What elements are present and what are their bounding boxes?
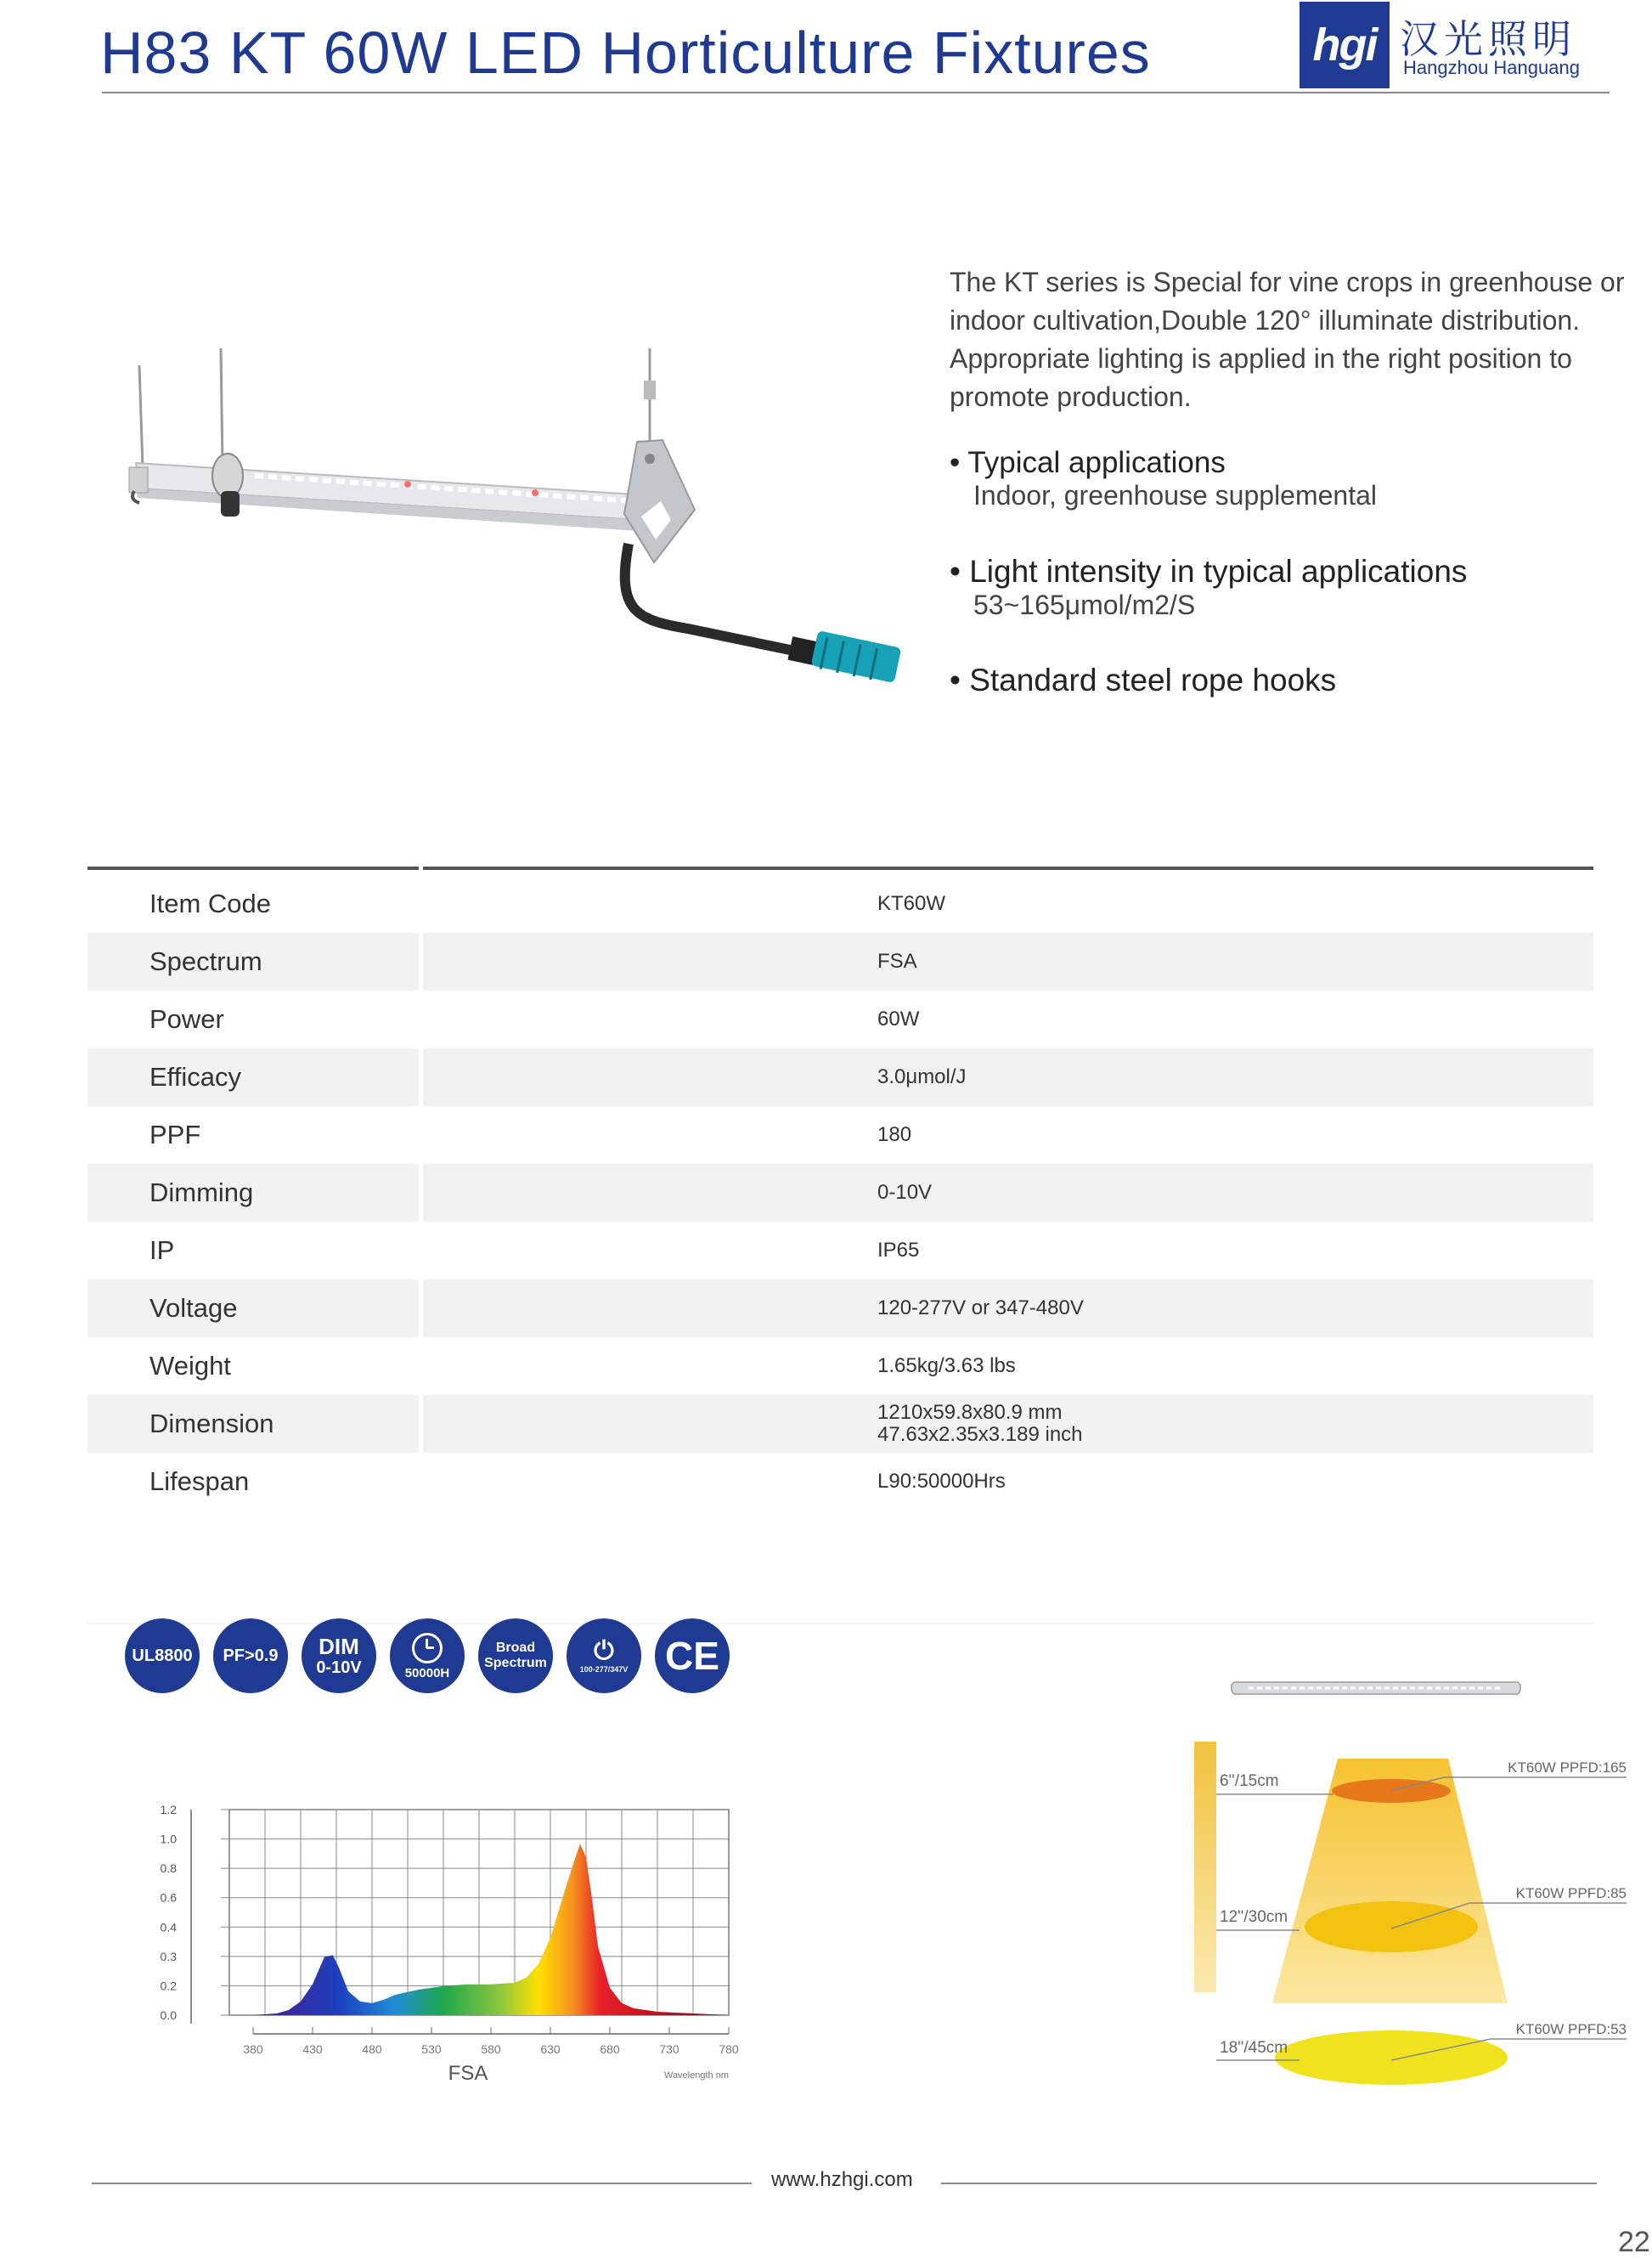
row-value-bg: [423, 933, 1593, 991]
header-rule: [102, 92, 1610, 93]
x-tick-label: 380: [243, 2042, 263, 2056]
badge-strip: [87, 1623, 1593, 1624]
spec-label: Dimension: [149, 1409, 274, 1438]
footer-website: www.hzhgi.com: [771, 2168, 913, 2191]
bullet-detail: 53~165μmol/m2/S: [973, 590, 1196, 620]
bullet-detail: Indoor, greenhouse supplemental: [973, 480, 1378, 511]
row-label-bg: [87, 1279, 419, 1337]
bullet-title: Typical applications: [967, 446, 1226, 479]
row-value-bg: [423, 1048, 1593, 1106]
x-tick-label: 730: [659, 2042, 679, 2056]
ppfd-label: KT60W PPFD:85: [1515, 1885, 1627, 1901]
x-tick-label: 480: [362, 2042, 382, 2056]
product-description: The KT series is Special for vine crops in greenhouse or indoor cultivation,Double 120° illuminate distribution. Appropriate lighting is applied in the right position to promote production.: [950, 267, 1625, 412]
dim-badge: [302, 1618, 376, 1693]
footer-rule-left: [92, 2183, 752, 2184]
x-tick-label: 680: [600, 2042, 620, 2056]
ppfd-label: KT60W PPFD:53: [1515, 2021, 1627, 2037]
badge-text: Broad: [495, 1641, 536, 1655]
footer-rule-right: [941, 2183, 1597, 2184]
table-row: [87, 1453, 1593, 1511]
spec-value: [877, 1279, 1084, 1337]
spec-value-text: 1.65kg/3.63 lbs: [877, 1354, 1016, 1377]
x-tick-label: 530: [421, 2042, 442, 2056]
spec-value-text: IP65: [877, 1239, 920, 1262]
lifespan-badge: [390, 1618, 465, 1693]
table-row: [87, 1164, 1593, 1222]
spec-label: Item Code: [149, 889, 272, 918]
spec-label: Lifespan: [149, 1466, 250, 1496]
spec-value: [877, 1395, 1083, 1453]
table-row: [87, 1048, 1593, 1106]
row-value-bg: [423, 1222, 1593, 1279]
y-tick-label: 0.0: [160, 2008, 177, 2022]
badge-text: 100-277/347V: [579, 1664, 629, 1674]
badge-text: DIM: [319, 1634, 359, 1659]
spec-value: [877, 933, 917, 991]
row-value-bg: [423, 1106, 1593, 1164]
y-tick-label: 0.2: [160, 1979, 177, 1993]
ppfd-label: KT60W PPFD:165: [1508, 1759, 1627, 1776]
row-value-bg: [423, 991, 1593, 1048]
distance-label: 12''/30cm: [1220, 1908, 1288, 1926]
spec-value: [877, 1453, 1006, 1511]
x-tick-label: 780: [719, 2042, 739, 2056]
table-row: [87, 1279, 1593, 1337]
row-label-bg: [87, 991, 419, 1048]
chart-xlabel: Wavelength nm: [663, 2070, 729, 2081]
bullet-typical-applications: [950, 446, 1377, 511]
spec-value: [877, 1048, 967, 1106]
page-title: H83 KT 60W LED Horticulture Fixtures: [100, 20, 1151, 86]
badge-text: 50000H: [404, 1665, 450, 1680]
y-tick-label: 0.8: [160, 1861, 177, 1876]
bullet-dot: •: [950, 446, 968, 479]
product-image: [127, 340, 917, 714]
spec-value-text: 3.0μmol/J: [877, 1065, 967, 1088]
badge-text: Spectrum: [484, 1656, 547, 1670]
ppfd-distribution-diagram: [1164, 1631, 1639, 2090]
spectrum-chart: [127, 1784, 756, 2107]
spec-label: Weight: [149, 1351, 231, 1381]
spec-label: Power: [149, 1004, 224, 1034]
y-tick-label: 1.2: [160, 1803, 177, 1816]
y-tick-label: 1.0: [160, 1832, 177, 1846]
spec-label: PPF: [149, 1120, 201, 1149]
spec-value: [877, 875, 945, 933]
company-logo: hgi: [1300, 2, 1390, 88]
spec-label: Dimming: [149, 1178, 254, 1207]
spec-value-text: L90:50000Hrs: [877, 1470, 1006, 1493]
table-top-rule: [87, 867, 419, 870]
distance-label: 6''/15cm: [1220, 1772, 1279, 1790]
spec-value: [877, 1222, 919, 1279]
voltage-badge: [567, 1618, 641, 1693]
spec-label: Spectrum: [149, 946, 262, 976]
ce-badge: [655, 1618, 730, 1693]
spec-value-text: 120-277V or 347-480V: [877, 1296, 1084, 1319]
spec-label: IP: [149, 1235, 175, 1265]
y-tick-label: 0.3: [160, 1949, 177, 1963]
x-tick-label: 430: [302, 2042, 323, 2056]
spec-value-text: 60W: [877, 1008, 920, 1031]
badge-text: 0-10V: [316, 1658, 362, 1677]
spec-value-text: 1210x59.8x80.9 mm: [877, 1401, 1063, 1424]
row-label-bg: [87, 1222, 419, 1279]
row-label-bg: [87, 1106, 419, 1164]
badge-text: CE: [665, 1634, 719, 1678]
spec-value: [877, 991, 919, 1048]
logo-chinese-name: 汉光照明: [1400, 17, 1576, 61]
spec-value-text: 47.63x2.35x3.189 inch: [877, 1423, 1083, 1446]
chart-title: FSA: [448, 2062, 488, 2085]
badge-text: UL8800: [132, 1646, 193, 1665]
page-number: 22: [1618, 2226, 1650, 2258]
bullet-light-intensity: [950, 554, 1467, 621]
spec-value: [877, 1164, 932, 1222]
table-row: [87, 1222, 1593, 1279]
table-row: [87, 1395, 1593, 1453]
row-value-bg: [423, 1453, 1593, 1511]
bullet-title: Light intensity in typical applications: [969, 554, 1468, 589]
bullet-dot: •: [950, 663, 970, 697]
bullet-dot: •: [950, 554, 970, 589]
row-label-bg: [87, 1337, 419, 1395]
table-row: [87, 933, 1593, 991]
spec-value: [877, 1106, 911, 1164]
row-label-bg: [87, 1048, 419, 1106]
row-value-bg: [423, 1164, 1593, 1222]
table-row: [87, 1337, 1593, 1395]
ul8800-badge: [125, 1618, 200, 1693]
y-tick-label: 0.6: [160, 1890, 177, 1905]
y-tick-label: 0.4: [160, 1920, 177, 1934]
spec-value: [877, 1337, 1016, 1395]
table-top-rule: [423, 867, 1593, 870]
spec-label: Efficacy: [149, 1062, 241, 1092]
distance-label: 18''/45cm: [1220, 2039, 1288, 2057]
pf-badge: [213, 1618, 288, 1693]
bullet-steel-rope-hooks: [950, 663, 1336, 698]
plug-icon: ⏻: [594, 1636, 614, 1665]
logo-english-name: Hangzhou Hanguang: [1403, 57, 1580, 78]
bullet-title: Standard steel rope hooks: [969, 663, 1337, 697]
spec-value-text: 0-10V: [877, 1181, 933, 1204]
spec-value-text: FSA: [877, 950, 917, 973]
ppfd-zone-53: [1275, 2030, 1508, 2085]
clock-icon: [412, 1633, 443, 1663]
spec-value-text: 180: [877, 1123, 912, 1146]
distance-ruler: [1194, 1742, 1216, 1992]
spec-value-text: KT60W: [877, 892, 946, 915]
x-tick-label: 630: [540, 2042, 561, 2056]
row-label-bg: [87, 1453, 419, 1511]
badge-text: PF>0.9: [223, 1646, 279, 1665]
table-row: [87, 991, 1593, 1048]
row-value-bg: [423, 875, 1593, 933]
table-row: [87, 875, 1593, 933]
table-row: [87, 1106, 1593, 1164]
spec-label: Voltage: [149, 1293, 238, 1323]
x-tick-label: 580: [481, 2042, 501, 2056]
broad-spectrum-badge: [478, 1618, 553, 1693]
